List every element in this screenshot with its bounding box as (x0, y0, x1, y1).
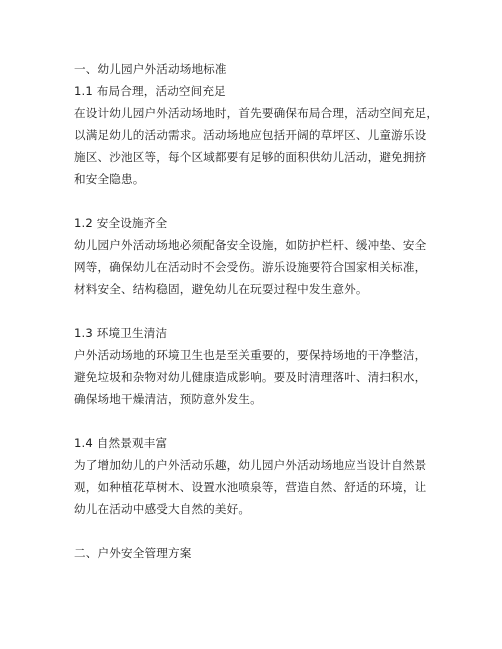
paragraph-line: 以满足幼儿的活动需求。活动场地应包括开阔的草坪区、儿童游乐设 (74, 128, 427, 142)
section-2-title: 二、户外安全管理方案 (74, 546, 192, 560)
paragraph-line: 避免垃圾和杂物对幼儿健康造成影响。要及时清理落叶、清扫积水， (74, 370, 427, 384)
subsection-1-3-heading: 1.3 环境卫生清洁 (74, 326, 168, 340)
paragraph-line: 户外活动场地的环境卫生也是至关重要的，要保持场地的干净整洁， (74, 348, 427, 362)
paragraph-line: 幼儿在活动中感受大自然的美好。 (74, 502, 251, 516)
section-1-title: 一、幼儿园户外活动场地标准 (74, 62, 227, 76)
paragraph-line: 网等，确保幼儿在活动时不会受伤。游乐设施要符合国家相关标准， (74, 260, 427, 274)
paragraph-line: 施区、沙池区等，每个区域都要有足够的面积供幼儿活动，避免拥挤 (74, 150, 427, 164)
subsection-1-4-heading: 1.4 自然景观丰富 (74, 436, 168, 450)
subsection-1-1-heading: 1.1 布局合理，活动空间充足 (74, 84, 226, 98)
paragraph-line: 确保场地干燥清洁，预防意外发生。 (74, 392, 262, 406)
paragraph-line: 和安全隐患。 (74, 172, 145, 186)
paragraph-line: 为了增加幼儿的户外活动乐趣，幼儿园户外活动场地应当设计自然景 (74, 458, 427, 472)
paragraph-line: 幼儿园户外活动场地必须配备安全设施，如防护栏杆、缓冲垫、安全 (74, 238, 427, 252)
subsection-1-2-heading: 1.2 安全设施齐全 (74, 216, 168, 230)
paragraph-line: 观，如种植花草树木、设置水池喷泉等，营造自然、舒适的环境，让 (74, 480, 427, 494)
paragraph-line: 材料安全、结构稳固，避免幼儿在玩耍过程中发生意外。 (74, 282, 368, 296)
paragraph-line: 在设计幼儿园户外活动场地时，首先要确保布局合理，活动空间充足， (74, 106, 439, 120)
